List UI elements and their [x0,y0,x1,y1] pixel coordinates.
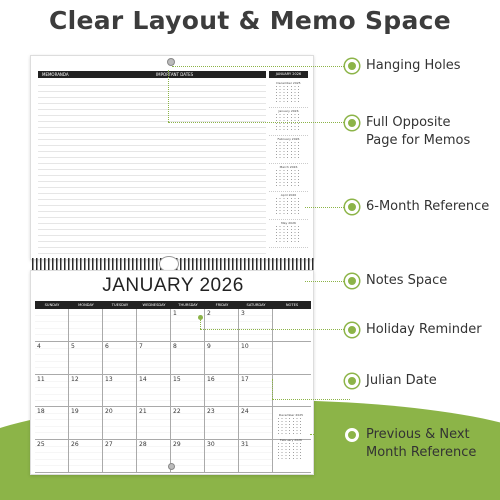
day-cell [103,342,137,375]
day-cell [103,440,137,473]
hanging-hole-top [167,58,175,66]
day-number: 22 [173,408,181,416]
day-number: 19 [71,408,79,416]
day-number: 13 [105,375,113,383]
day-number: 26 [71,441,79,449]
callout-julian-date: Julian Date [345,372,437,390]
holiday-marker [198,315,203,320]
day-cell [171,440,205,473]
callout-dot [345,274,359,288]
leader-line [172,66,350,67]
callout-six-month-reference: 6-Month Reference [345,198,489,216]
day-cell [35,440,69,473]
day-cell [69,309,103,342]
day-number: 7 [139,342,143,350]
day-number: 24 [241,408,249,416]
notes-label: NOTES [285,303,299,307]
day-number: 16 [207,375,215,383]
callout-dot [345,323,359,337]
leader-line [200,329,350,330]
weekday-label: SUNDAY [44,303,60,307]
memo-header-bar [38,71,266,78]
day-number: 12 [71,375,79,383]
day-cell [205,375,239,408]
mini-month-grid [276,86,302,104]
leader-line [168,70,169,122]
day-cell [239,342,273,375]
day-cell [171,342,205,375]
callout-memo-page: Full Opposite Page for Memos [345,114,470,150]
day-number: 30 [207,441,215,449]
mini-month: December 2025 [269,80,308,108]
mini-month-title: December 2025 [278,413,304,417]
notes-cell [273,375,311,408]
day-number: 5 [71,342,75,350]
calendar-grid [35,309,311,473]
day-number: 10 [241,342,249,350]
callout-holiday-reminder: Holiday Reminder [345,321,482,339]
day-cell [103,375,137,408]
mini-month: March 2026 [269,164,308,192]
day-number: 21 [139,408,147,416]
callout-dot [345,116,359,130]
day-cell [239,407,273,440]
mini-month: May 2026 [269,220,308,248]
day-number: 25 [37,441,45,449]
leader-line [305,207,350,208]
memoranda-label: MEMORANDA [42,72,69,77]
day-cell [205,309,239,342]
day-cell [69,375,103,408]
weekday-label: WEDNESDAY [142,303,166,307]
day-cell [205,440,239,473]
day-cell [205,407,239,440]
day-cell [171,375,205,408]
day-cell [35,407,69,440]
callout-dot [345,59,359,73]
leader-line [310,434,350,435]
callout-notes-space: Notes Space [345,272,447,290]
callout-dot [345,200,359,214]
day-number: 8 [173,342,177,350]
day-number: 20 [105,408,113,416]
day-cell [137,440,171,473]
mini-month-grid [276,114,302,132]
day-cell [137,407,171,440]
mini-month-grid [278,443,304,461]
day-number: 14 [139,375,147,383]
day-number: 9 [207,342,211,350]
leader-line [305,281,350,282]
day-number: 15 [173,375,181,383]
notes-cell [273,309,311,342]
callout-dot [345,374,359,388]
day-cell [239,309,273,342]
day-cell [103,309,137,342]
day-number: 28 [139,441,147,449]
weekday-label: THURSDAY [178,303,198,307]
day-cell [35,342,69,375]
day-number: 17 [241,375,249,383]
reference-header: JANUARY 2026 [269,71,308,78]
day-cell [205,342,239,375]
mini-month: April 2026 [269,192,308,220]
callout-hanging-holes: Hanging Holes [345,57,461,75]
callout-dot [345,428,359,442]
leader-line [272,399,350,400]
callout-month-reference: Previous & Next Month Reference [345,426,476,462]
weekday-label: MONDAY [78,303,94,307]
weekday-label: FRIDAY [215,303,229,307]
day-cell [69,342,103,375]
day-number: 2 [207,310,211,317]
six-month-reference [269,80,308,258]
previous-next-month-reference [271,413,311,471]
memo-lines [38,80,266,256]
day-number: 4 [37,342,41,350]
mini-month: January 2026 [269,108,308,136]
mini-month-grid [276,198,302,216]
day-cell [35,309,69,342]
day-cell [137,309,171,342]
weekday-label: SATURDAY [246,303,266,307]
day-cell [137,342,171,375]
day-number: 29 [173,441,181,449]
day-number: 31 [241,441,249,449]
day-number: 18 [37,408,45,416]
important-dates-label: IMPORTANT DATES [156,72,194,77]
day-cell [137,375,171,408]
calendar-page [30,270,314,475]
leader-line [168,122,350,123]
day-number: 3 [241,310,245,317]
day-number: 6 [105,342,109,350]
day-cell [239,440,273,473]
mini-month-grid [276,226,302,244]
day-number: 23 [207,408,215,416]
day-cell [69,407,103,440]
calendar-title: JANUARY 2026 [102,275,244,296]
day-number: 27 [105,441,113,449]
mini-month-title: February 2026 [280,438,302,442]
day-cell [103,407,137,440]
weekday-label: TUESDAY [111,303,129,307]
day-cell [171,407,205,440]
hanging-hole-bottom [168,463,175,470]
mini-month-grid [276,142,302,160]
mini-month-grid [276,170,302,188]
headline: Clear Layout & Memo Space [48,6,452,35]
day-number: 1 [173,310,177,317]
day-number: 11 [37,375,45,383]
day-cell [239,375,273,408]
day-cell [69,440,103,473]
memo-page [30,55,314,260]
mini-month: February 2026 [269,136,308,164]
day-cell [35,375,69,408]
notes-cell [273,342,311,375]
leader-line [272,379,273,399]
mini-month-grid [278,418,304,436]
weekday-header [35,301,311,309]
